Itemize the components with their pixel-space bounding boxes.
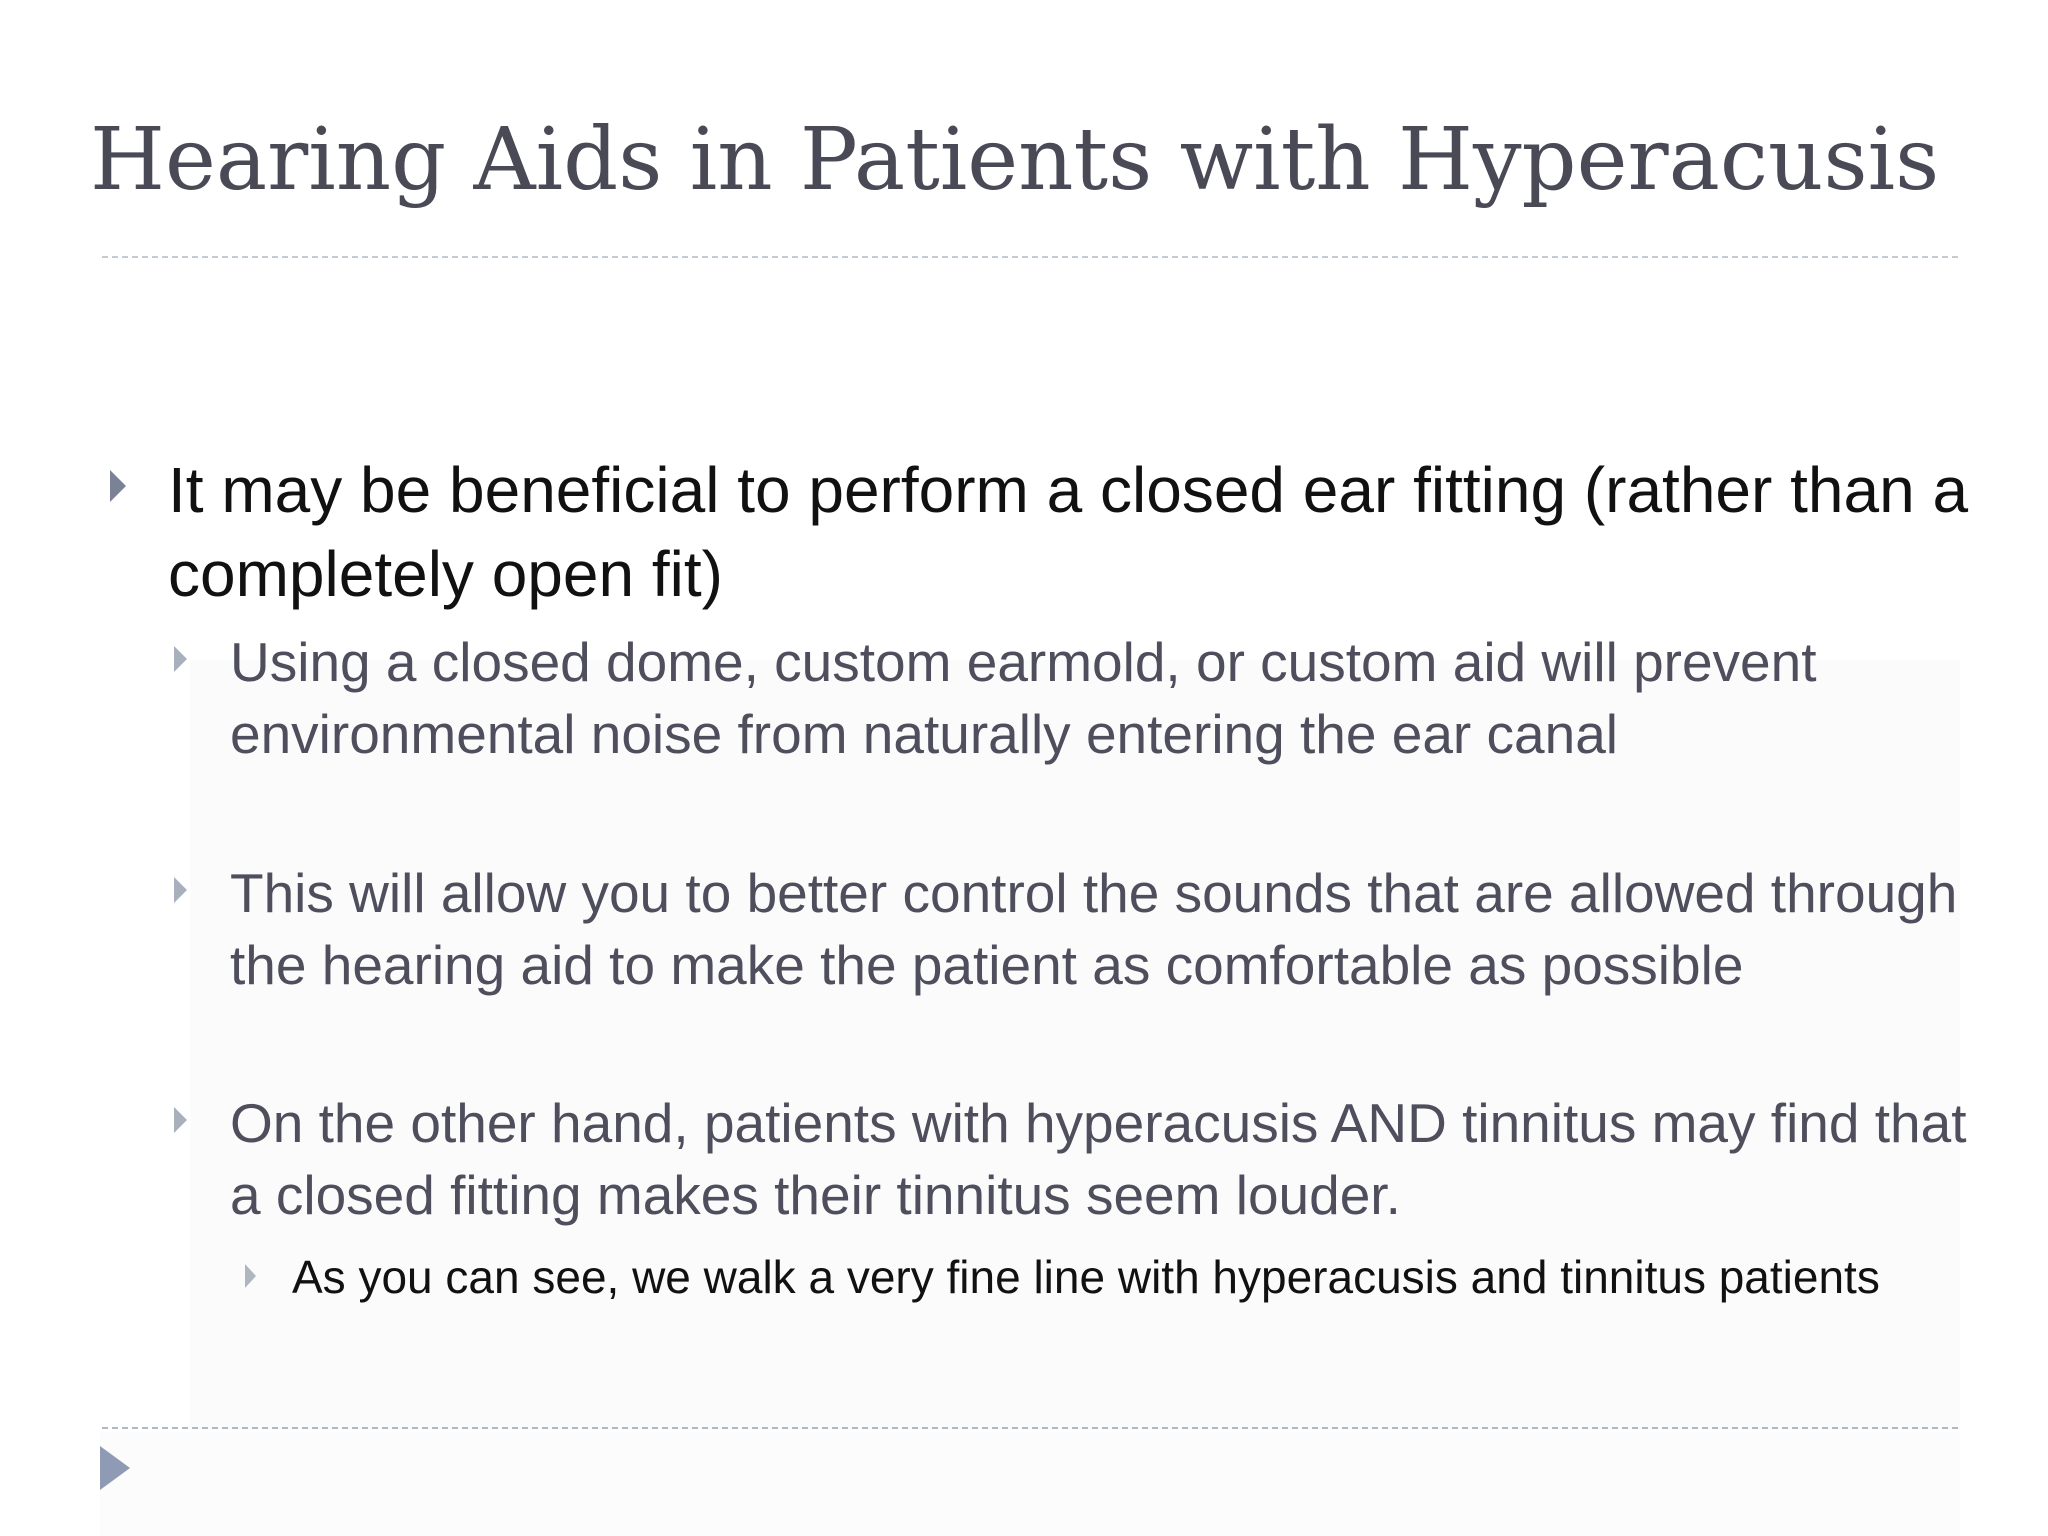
- footer-shade: [100, 1432, 1960, 1536]
- bullet-text: It may be beneficial to perform a closed ear fitting (rather than a completely open fit): [168, 454, 1969, 610]
- footer-divider: [102, 1427, 1958, 1429]
- footer-triangle-icon: [100, 1446, 130, 1490]
- bullet-triangle-icon: [110, 470, 126, 502]
- bullet-triangle-icon: [174, 877, 187, 903]
- slide-title: Hearing Aids in Patients with Hyperacusis: [90, 110, 1940, 210]
- bullet-triangle-icon: [174, 1107, 187, 1133]
- content-shade: [190, 660, 1960, 1430]
- bullet-text: On the other hand, patients with hyperacusis AND tinnitus may find that a closed fitting makes their tinnitus seem louder.: [230, 1092, 1967, 1226]
- bullet-triangle-icon: [245, 1264, 256, 1288]
- bullet-text: As you can see, we walk a very fine line with hyperacusis and tinnitus patients: [292, 1251, 1880, 1303]
- title-divider: [102, 256, 1958, 258]
- bullet-text: Using a closed dome, custom earmold, or custom aid will prevent environmental noise from naturally entering the ear canal: [230, 631, 1817, 765]
- bullet-triangle-icon: [174, 646, 187, 672]
- bullet-text: This will allow you to better control the sounds that are allowed through the hearing aid to make the patient as comfortable as possible: [230, 862, 1958, 996]
